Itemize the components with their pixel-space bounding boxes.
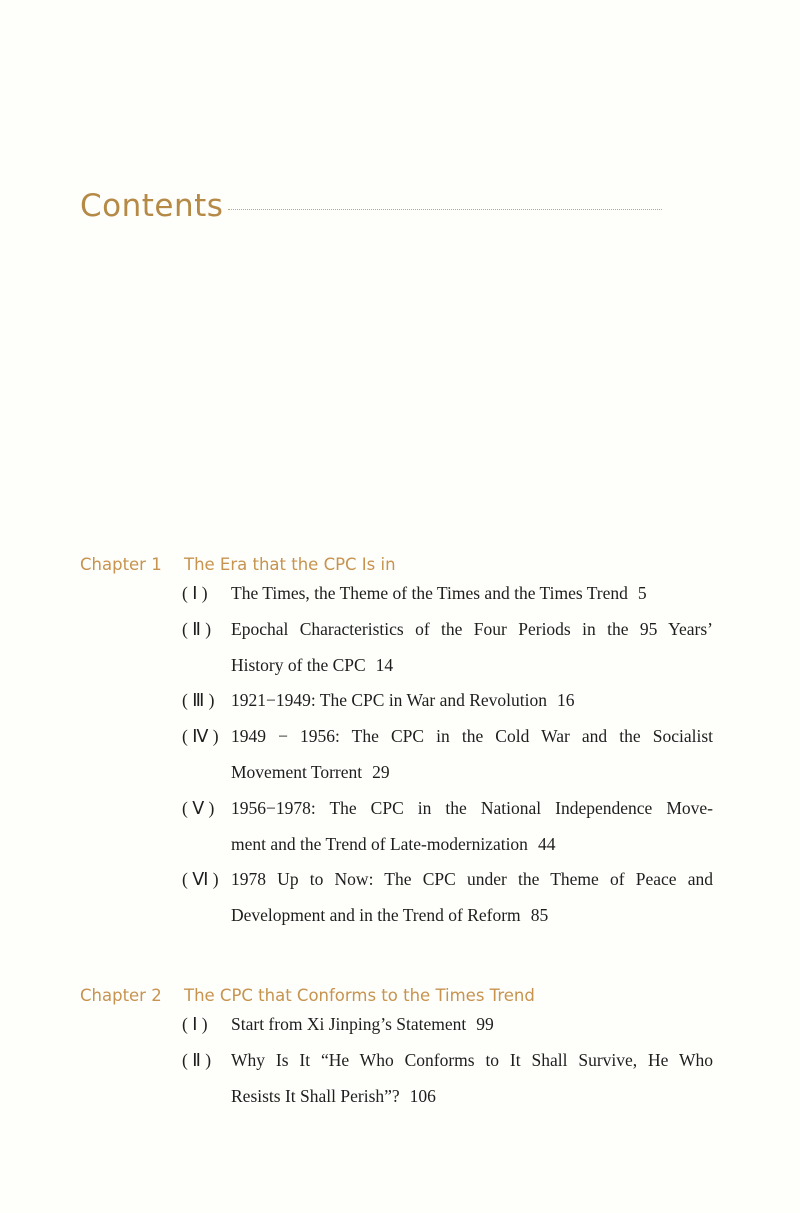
- page-number: 5: [637, 583, 647, 603]
- entry-title: The Times, the Theme of the Times and the Times Trend: [231, 583, 628, 603]
- toc-entry[interactable]: [182, 719, 722, 791]
- page-number: 44: [537, 833, 556, 854]
- section-marker: ( Ⅲ ): [182, 690, 215, 711]
- entry-line: [182, 791, 722, 827]
- entry-title: 1978 Up to Now: The CPC under the Theme of Peace and: [231, 869, 713, 890]
- page-number: 29: [372, 761, 390, 782]
- entry-line-continued: [182, 648, 722, 684]
- section-marker: ( Ⅴ ): [182, 797, 215, 818]
- page-title: Contents: [80, 188, 224, 224]
- entry-title: 1949 − 1956: The CPC in the Cold War and the Socialist: [231, 726, 713, 747]
- entry-line-continued: [182, 827, 722, 863]
- page-number: 99: [476, 1014, 494, 1034]
- entry-line: [182, 576, 722, 612]
- entry-title: 1921−1949: The CPC in War and Revolution: [231, 690, 547, 711]
- toc-entry[interactable]: [182, 1043, 722, 1115]
- entry-title-continued: History of the CPC: [231, 654, 366, 675]
- chapter-title: The Era that the CPC Is in: [184, 555, 396, 574]
- entry-title: Start from Xi Jinping’s Statement: [231, 1014, 467, 1034]
- entry-line-continued: [182, 755, 722, 791]
- entry-title-continued: ment and the Trend of Late-modernization: [231, 833, 528, 854]
- toc-entry[interactable]: [182, 612, 722, 684]
- entry-title: 1956−1978: The CPC in the National Independence Move-: [231, 797, 713, 818]
- entry-line: [182, 1043, 722, 1079]
- toc-entry[interactable]: [182, 791, 722, 863]
- page-number: 14: [375, 654, 394, 675]
- entry-line: [182, 1007, 722, 1043]
- entry-line-continued: [182, 1079, 722, 1115]
- toc-entry[interactable]: [182, 862, 722, 934]
- section-marker: ( Ⅵ ): [182, 869, 219, 890]
- toc-entries: [182, 576, 722, 934]
- entry-line-continued: [182, 898, 722, 934]
- page-number: 16: [557, 690, 575, 711]
- dotted-divider: [228, 209, 662, 210]
- entry-title: Epochal Characteristics of the Four Periods in the 95 Years’: [231, 618, 713, 639]
- section-marker: ( Ⅰ ): [182, 583, 208, 603]
- toc-entry[interactable]: [182, 683, 722, 719]
- section-marker: ( Ⅰ ): [182, 1014, 208, 1034]
- entry-line: [182, 719, 722, 755]
- section-marker: ( Ⅱ ): [182, 618, 212, 639]
- entry-line: [182, 683, 722, 719]
- page-number: 85: [530, 905, 549, 926]
- entry-line: [182, 862, 722, 898]
- entry-title-continued: Development and in the Trend of Reform: [231, 905, 521, 926]
- section-marker: ( Ⅱ ): [182, 1049, 212, 1070]
- entry-title-continued: Movement Torrent: [231, 761, 363, 782]
- toc-entry[interactable]: [182, 576, 722, 612]
- toc-entries: [182, 1007, 722, 1114]
- chapter-title: The CPC that Conforms to the Times Trend: [184, 986, 535, 1005]
- page-number: 106: [409, 1085, 436, 1106]
- chapter-number: Chapter 1: [80, 555, 162, 574]
- entry-title-continued: Resists It Shall Perish”?: [231, 1085, 400, 1106]
- toc-entry[interactable]: [182, 1007, 722, 1043]
- entry-title: Why Is It “He Who Conforms to It Shall Survive, He Who: [231, 1049, 713, 1070]
- entry-line: [182, 612, 722, 648]
- contents-header: [80, 186, 664, 230]
- section-marker: ( Ⅳ ): [182, 726, 219, 747]
- chapter-number: Chapter 2: [80, 986, 162, 1005]
